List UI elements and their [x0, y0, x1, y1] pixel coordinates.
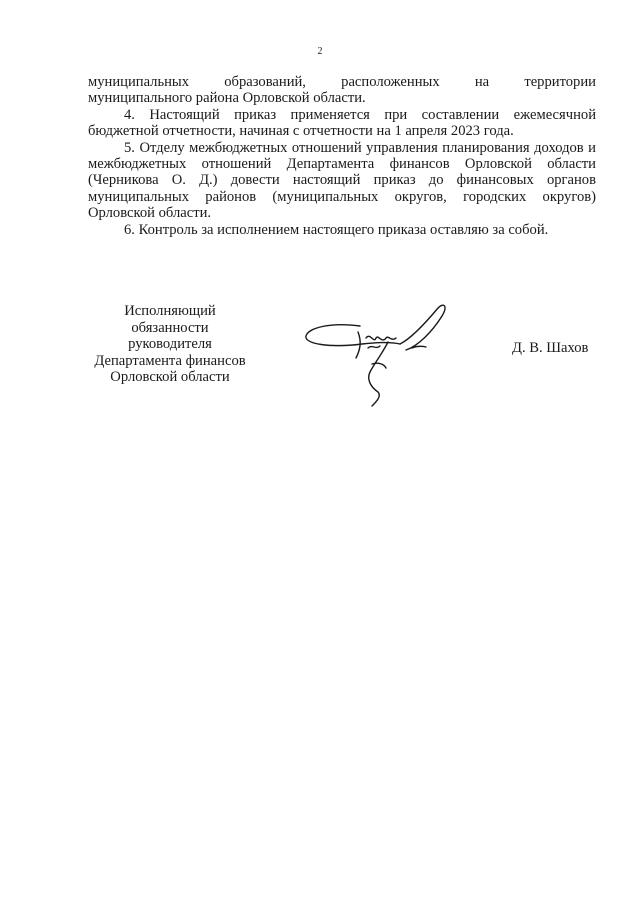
- paragraph-6: 6. Контроль за исполнением настоящего приказа оставляю за собой.: [124, 221, 549, 238]
- position-line: обязанности: [131, 319, 209, 336]
- signatory-name: Д. В. Шахов: [512, 340, 589, 356]
- signatory-position: [84, 303, 256, 386]
- paragraph-5: 5. Отделу межбюджетных отношений управления планирования доходов и межбюджетных отношений Департамента финансов Орловской области (Черникова О. Д.) довести настоящий приказ до финансовых органов муниципальных районов (муниципальных округов, городских округов) Орловской области.: [88, 139, 596, 222]
- handwritten-signature-icon: [300, 298, 460, 408]
- word: расположенных: [341, 74, 440, 90]
- word: образований,: [224, 74, 306, 90]
- word: территории: [524, 74, 596, 90]
- page-number: 2: [317, 46, 323, 57]
- position-line: руководителя: [128, 336, 212, 353]
- position-line: Исполняющий: [124, 303, 216, 319]
- position-line: Орловской области: [110, 369, 230, 386]
- paragraph-3-rest: муниципального района Орловской области.: [88, 90, 366, 107]
- word: муниципальных: [88, 74, 190, 90]
- word: на: [474, 74, 490, 90]
- paragraph-3-first-line: [88, 74, 596, 90]
- document-body: [88, 74, 596, 238]
- position-line: Департамента финансов: [94, 352, 246, 369]
- paragraph-4: 4. Настоящий приказ применяется при составлении ежемесячной бюджетной отчетности, начиная с отчетности на 1 апреля 2023 года.: [88, 106, 596, 140]
- paragraph-3-continuation: [88, 74, 596, 107]
